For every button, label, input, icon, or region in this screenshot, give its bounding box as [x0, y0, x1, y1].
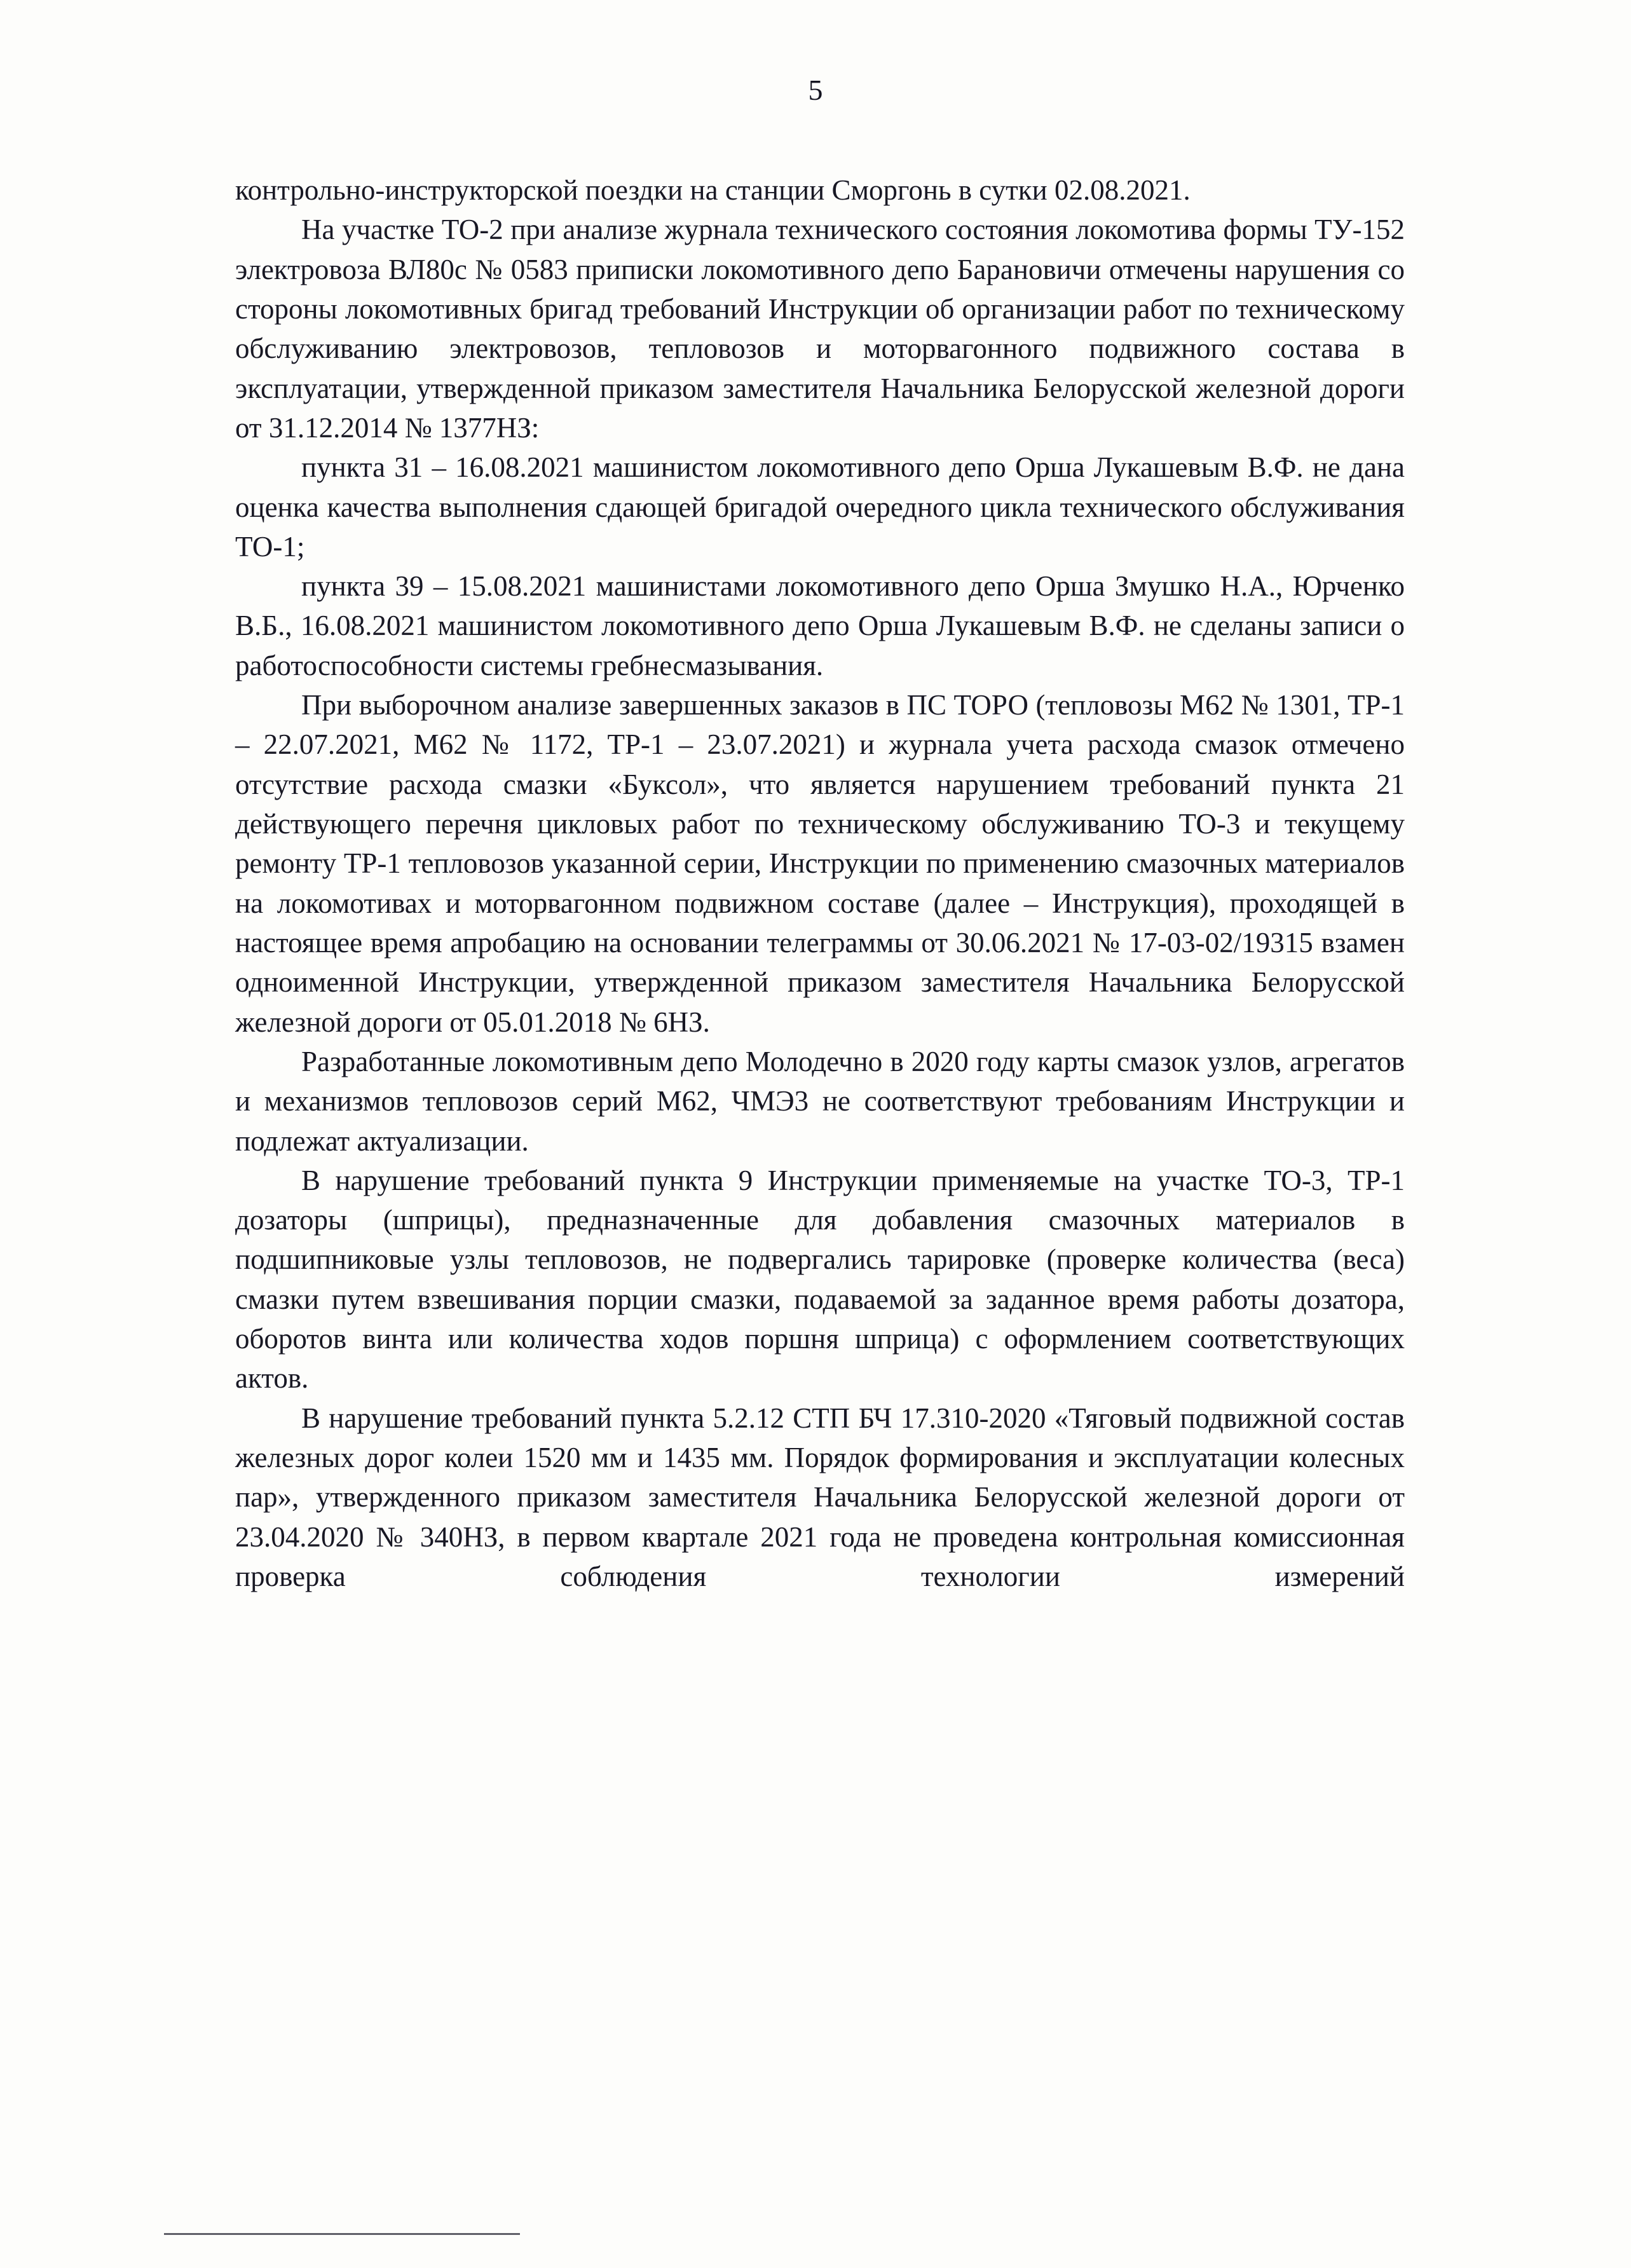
paragraph-4: пункта 39 – 15.08.2021 машинистами локомотивного депо Орша Змушко Н.А., Юрченко В.Б., 16.08.2021 машинистом локомотивного депо Орша Лукашевым В.Ф. не сделаны записи о работоспособности системы гребнесмазывания.: [235, 570, 1405, 681]
paragraph-1: контрольно-инструкторской поездки на станции Сморгонь в сутки 02.08.2021.: [235, 174, 1191, 206]
paragraph-5: При выборочном анализе завершенных заказов в ПС ТОРО (тепловозы М62 № 1301, ТР-1 – 22.07.2021, М62 № 1172, ТР-1 – 23.07.2021) и журнала учета расхода смазок отмечено отсутствие расхода смазки «Буксол», что является нарушением требований пункта 21 действующего перечня цикловых работ по техническому обслуживанию ТО-3 и текущему ремонту ТР-1 тепловозов указанной серии, Инструкции по применению смазочных материалов на локомотивах и моторвагонном подвижном составе (далее – Инструкция), проходящей в настоящее время апробацию на основании телеграммы от 30.06.2021 № 17-03-02/19315 взамен одноименной Инструкции, утвержденной приказом заместителя Начальника Белорусской железной дороги от 05.01.2018 № 6НЗ.: [235, 689, 1405, 1038]
footer-divider: [164, 2233, 520, 2235]
document-body: [235, 170, 1405, 1636]
paragraph-3: пункта 31 – 16.08.2021 машинистом локомотивного депо Орша Лукашевым В.Ф. не дана оценка качества выполнения сдающей бригадой очередного цикла технического обслуживания ТО-1;: [235, 451, 1405, 563]
paragraph-8: В нарушение требований пункта 5.2.12 СТП БЧ 17.310-2020 «Тяговый подвижной состав железных дорог колеи 1520 мм и 1435 мм. Порядок формирования и эксплуатации колесных пар», утвержденного приказом заместителя Начальника Белорусской железной дороги от 23.04.2020 № 340НЗ, в первом квартале 2021 года не проведена контрольная комиссионная проверка соблюдения технологии измерений: [235, 1402, 1405, 1592]
paragraph-7: В нарушение требований пункта 9 Инструкции применяемые на участке ТО-3, ТР-1 дозаторы (шприцы), предназначенные для добавления смазочных материалов в подшипниковые узлы тепловозов, не подвергались тарировке (проверке количества (веса) смазки путем взвешивания порции смазки, подаваемой за заданное время работы дозатора, оборотов винта или количества ходов поршня шприца) с оформлением соответствующих актов.: [235, 1164, 1405, 1395]
paragraph-6: Разработанные локомотивным депо Молодечно в 2020 году карты смазок узлов, агрегатов и механизмов тепловозов серий М62, ЧМЭ3 не соответствуют требованиям Инструкции и подлежат актуализации.: [235, 1045, 1405, 1157]
page-number: 5: [808, 74, 823, 106]
paragraph-2: На участке ТО-2 при анализе журнала технического состояния локомотива формы ТУ-152 электровоза ВЛ80с № 0583 приписки локомотивного депо Барановичи отмечены нарушения со стороны локомотивных бригад требований Инструкции об организации работ по техническому обслуживанию электровозов, тепловозов и моторвагонного подвижного состава в эксплуатации, утвержденной приказом заместителя Начальника Белорусской железной дороги от 31.12.2014 № 1377НЗ:: [235, 214, 1405, 444]
